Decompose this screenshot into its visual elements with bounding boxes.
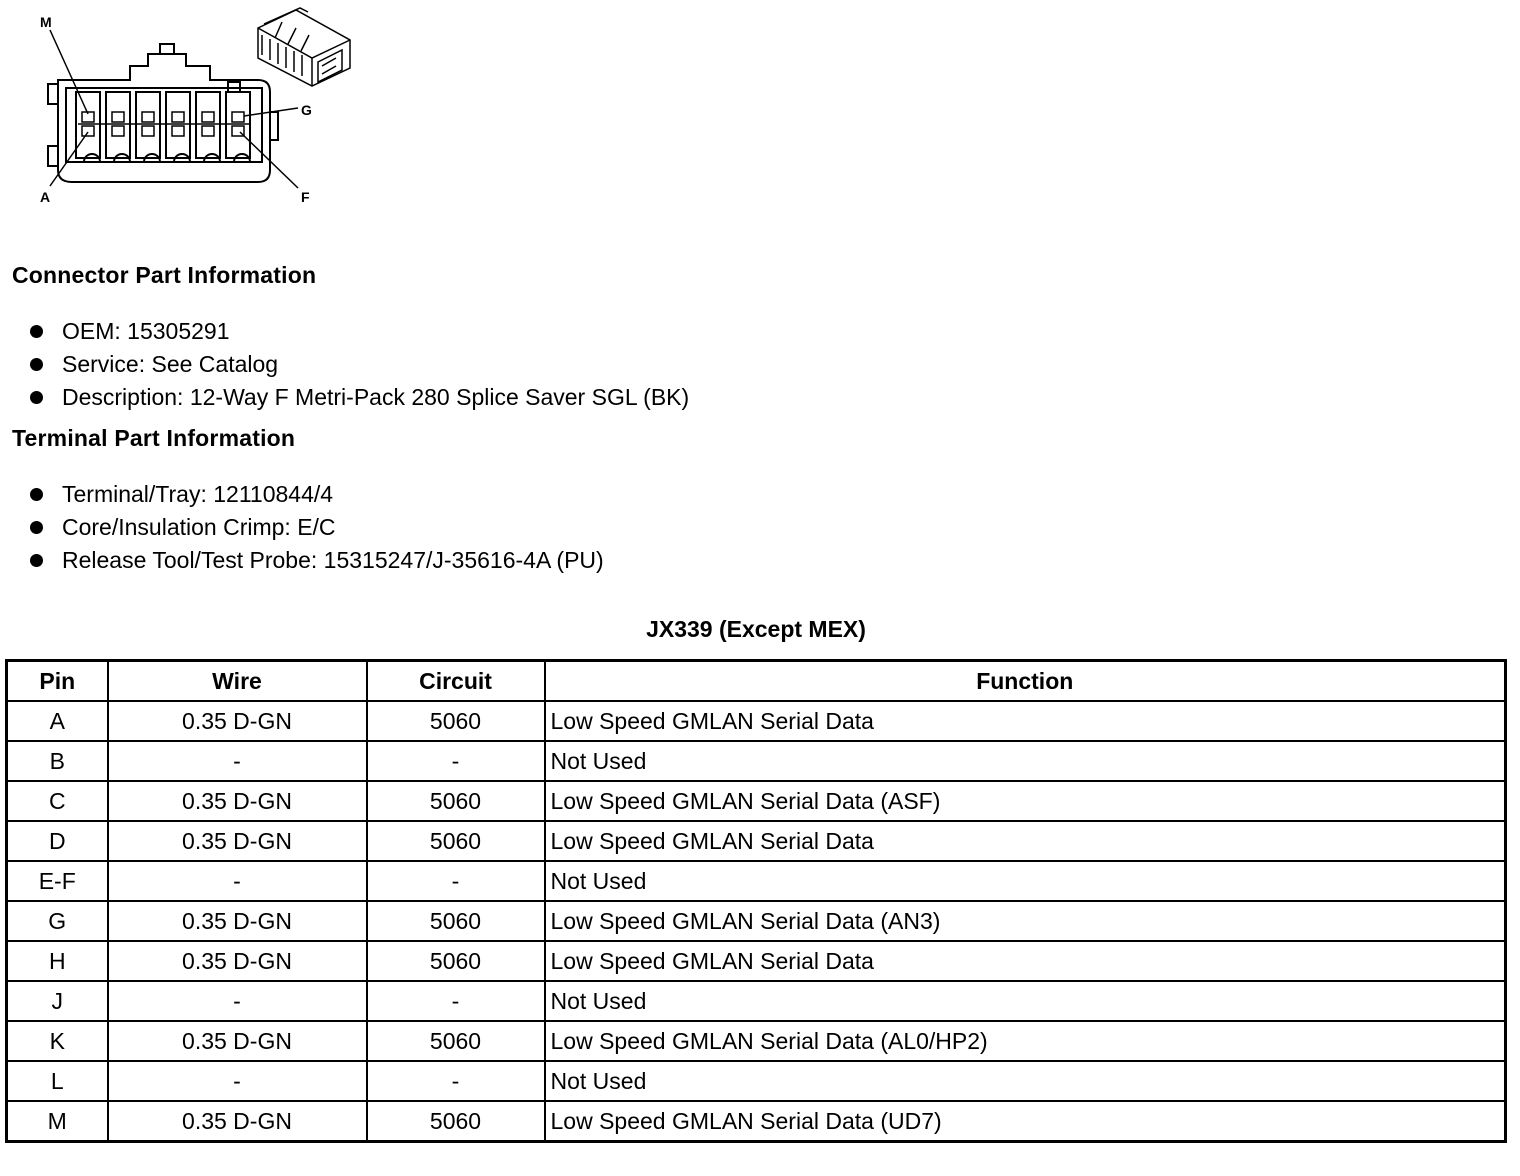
cell-pin: K: [7, 1021, 108, 1061]
cell-pin: G: [7, 901, 108, 941]
connector-face: [48, 44, 278, 182]
cell-wire: -: [108, 1061, 367, 1101]
table-row: [7, 981, 1506, 1021]
table-row: [7, 1021, 1506, 1061]
cell-wire: -: [108, 981, 367, 1021]
table-row: [7, 941, 1506, 981]
cavity-row: [76, 92, 250, 158]
cell-circuit: 5060: [367, 821, 545, 861]
column-header-circuit: Circuit: [367, 661, 545, 702]
connector-description: Description: 12-Way F Metri-Pack 280 Splice Saver SGL (BK): [62, 384, 690, 410]
list-item: [28, 381, 689, 414]
column-header-wire: Wire: [108, 661, 367, 702]
cell-pin: B: [7, 741, 108, 781]
oem-part-number: OEM: 15305291: [62, 318, 230, 344]
table-row: [7, 821, 1506, 861]
cell-function: Not Used: [545, 981, 1506, 1021]
cell-function: Low Speed GMLAN Serial Data: [545, 941, 1506, 981]
cell-circuit: -: [367, 981, 545, 1021]
cell-circuit: 5060: [367, 1021, 545, 1061]
list-item: [28, 348, 689, 381]
cell-function: Not Used: [545, 861, 1506, 901]
service-part: Service: See Catalog: [62, 351, 279, 377]
cell-wire: 0.35 D-GN: [108, 901, 367, 941]
list-item: [28, 511, 604, 544]
column-header-pin: Pin: [7, 661, 108, 702]
cell-pin: M: [7, 1101, 108, 1142]
table-row: [7, 861, 1506, 901]
connector-3d-thumbnail: [258, 8, 350, 86]
table-row: [7, 781, 1506, 821]
cell-pin: E-F: [7, 861, 108, 901]
cell-function: Not Used: [545, 741, 1506, 781]
cell-function: Low Speed GMLAN Serial Data: [545, 701, 1506, 741]
terminal-tray: Terminal/Tray: 12110844/4: [62, 481, 334, 507]
pin-label-a: A: [40, 189, 51, 205]
cell-circuit: -: [367, 861, 545, 901]
cell-wire: -: [108, 741, 367, 781]
cell-pin: J: [7, 981, 108, 1021]
connector-part-information-list: [28, 315, 689, 414]
table-title: JX339 (Except MEX): [646, 616, 866, 642]
cell-wire: 0.35 D-GN: [108, 781, 367, 821]
cell-function: Not Used: [545, 1061, 1506, 1101]
bullet-icon: [30, 488, 43, 501]
list-item: [28, 478, 604, 511]
terminal-part-information-list: [28, 478, 604, 577]
bullet-icon: [30, 554, 43, 567]
cell-circuit: -: [367, 1061, 545, 1101]
cell-function: Low Speed GMLAN Serial Data (AL0/HP2): [545, 1021, 1506, 1061]
pin-label-f: F: [301, 189, 310, 205]
cell-pin: H: [7, 941, 108, 981]
cell-function: Low Speed GMLAN Serial Data (ASF): [545, 781, 1506, 821]
terminal-slots: [78, 112, 250, 136]
cell-circuit: 5060: [367, 941, 545, 981]
cell-wire: 0.35 D-GN: [108, 701, 367, 741]
bullet-icon: [30, 521, 43, 534]
connector-part-information-heading: Connector Part Information: [12, 262, 317, 288]
bullet-icon: [30, 358, 43, 371]
cell-function: Low Speed GMLAN Serial Data (AN3): [545, 901, 1506, 941]
core-insulation-crimp: Core/Insulation Crimp: E/C: [62, 514, 336, 540]
cell-pin: D: [7, 821, 108, 861]
pin-label-g: G: [301, 102, 312, 118]
table-row: [7, 1061, 1506, 1101]
cell-circuit: 5060: [367, 701, 545, 741]
cell-wire: 0.35 D-GN: [108, 941, 367, 981]
cell-pin: A: [7, 701, 108, 741]
table-row: [7, 701, 1506, 741]
list-item: [28, 315, 689, 348]
bullet-icon: [30, 391, 43, 404]
table-row: [7, 741, 1506, 781]
cell-function: Low Speed GMLAN Serial Data (UD7): [545, 1101, 1506, 1142]
table-row: [7, 901, 1506, 941]
list-item: [28, 544, 604, 577]
cell-wire: 0.35 D-GN: [108, 1101, 367, 1142]
cell-wire: -: [108, 861, 367, 901]
cell-pin: C: [7, 781, 108, 821]
cell-circuit: 5060: [367, 781, 545, 821]
cell-circuit: -: [367, 741, 545, 781]
cell-wire: 0.35 D-GN: [108, 1021, 367, 1061]
pin-label-m: M: [40, 14, 52, 30]
connector-diagram: [0, 0, 380, 215]
cell-function: Low Speed GMLAN Serial Data: [545, 821, 1506, 861]
cell-circuit: 5060: [367, 1101, 545, 1142]
table-row: [7, 1101, 1506, 1142]
bullet-icon: [30, 325, 43, 338]
table-header-row: [7, 661, 1506, 702]
cell-circuit: 5060: [367, 901, 545, 941]
pinout-table: [5, 659, 1507, 1143]
cell-pin: L: [7, 1061, 108, 1101]
release-tool-test-probe: Release Tool/Test Probe: 15315247/J-35616-4A (PU): [62, 547, 604, 573]
cell-wire: 0.35 D-GN: [108, 821, 367, 861]
terminal-part-information-heading: Terminal Part Information: [12, 425, 296, 451]
column-header-function: Function: [545, 661, 1506, 702]
